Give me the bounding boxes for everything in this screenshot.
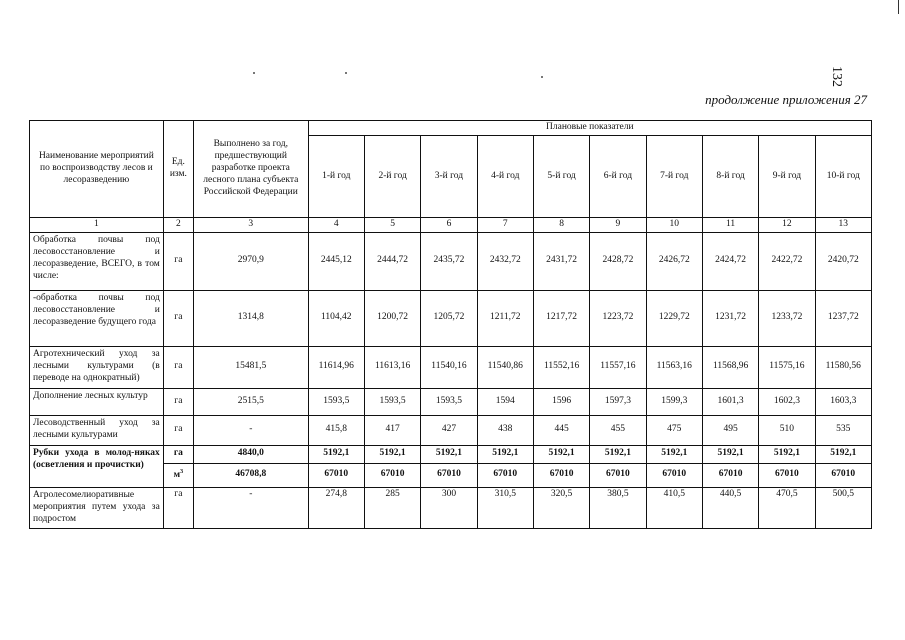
row-value: 417	[364, 415, 420, 445]
row-value: 1602,3	[759, 388, 815, 415]
table-row	[30, 445, 872, 463]
year-header: 1-й год	[308, 136, 364, 218]
row-value: 67010	[702, 463, 758, 487]
column-number: 7	[477, 218, 533, 233]
year-header: 10-й год	[815, 136, 871, 218]
row-value: 2426,72	[646, 232, 702, 290]
row-done: 1314,8	[193, 290, 308, 346]
row-value: 1200,72	[364, 290, 420, 346]
row-value: 475	[646, 415, 702, 445]
table-row	[30, 388, 872, 415]
row-value: 67010	[421, 463, 477, 487]
row-value: 440,5	[702, 487, 758, 528]
row-value: 11540,16	[421, 346, 477, 388]
row-unit: га	[163, 487, 193, 528]
row-value: 535	[815, 415, 871, 445]
row-value: 495	[702, 415, 758, 445]
row-value: 5192,1	[815, 445, 871, 463]
table-row	[30, 346, 872, 388]
row-value: 11563,16	[646, 346, 702, 388]
row-value: 1217,72	[533, 290, 589, 346]
row-value: 410,5	[646, 487, 702, 528]
row-name: Агролесомелиоративные мероприятия путем ухода за подростом	[30, 487, 164, 528]
row-value: 2444,72	[364, 232, 420, 290]
row-unit: га	[163, 232, 193, 290]
row-value: 67010	[759, 463, 815, 487]
column-number: 6	[421, 218, 477, 233]
row-value: 438	[477, 415, 533, 445]
row-value: 2428,72	[590, 232, 646, 290]
scan-dot	[345, 72, 347, 74]
header-name: Наименование мероприятий по воспроизводству лесов и лесоразведению	[30, 121, 164, 218]
column-number: 11	[702, 218, 758, 233]
row-value: 455	[590, 415, 646, 445]
row-value: 2445,12	[308, 232, 364, 290]
row-value: 2435,72	[421, 232, 477, 290]
row-unit: га	[163, 346, 193, 388]
row-value: 1601,3	[702, 388, 758, 415]
row-done: 2515,5	[193, 388, 308, 415]
row-value: 380,5	[590, 487, 646, 528]
row-value: 1596	[533, 388, 589, 415]
column-number: 10	[646, 218, 702, 233]
unit-base: м	[173, 470, 181, 481]
row-value: 5192,1	[533, 445, 589, 463]
row-value: 1599,3	[646, 388, 702, 415]
scan-dot	[253, 72, 255, 74]
row-value: 11557,16	[590, 346, 646, 388]
row-unit: га	[163, 290, 193, 346]
row-value: 1205,72	[421, 290, 477, 346]
row-value: 2432,72	[477, 232, 533, 290]
header-plan: Плановые показатели	[308, 121, 871, 136]
year-header: 9-й год	[759, 136, 815, 218]
row-done: 46708,8	[193, 463, 308, 487]
table-row	[30, 415, 872, 445]
row-value: 5192,1	[702, 445, 758, 463]
row-value: 1594	[477, 388, 533, 415]
row-value: 5192,1	[421, 445, 477, 463]
row-name: Рубки ухода в молод-няках (осветления и прочистки)	[30, 445, 164, 487]
row-done: -	[193, 415, 308, 445]
scan-dot	[541, 76, 543, 78]
row-name: -обработка почвы под лесовосстановление и лесоразведение будущего года	[30, 290, 164, 346]
row-value: 1593,5	[308, 388, 364, 415]
row-value: 11613,16	[364, 346, 420, 388]
row-value: 5192,1	[477, 445, 533, 463]
row-value: 1237,72	[815, 290, 871, 346]
row-value: 445	[533, 415, 589, 445]
row-value: 1593,5	[364, 388, 420, 415]
row-value: 67010	[364, 463, 420, 487]
row-value: 427	[421, 415, 477, 445]
row-value: 5192,1	[759, 445, 815, 463]
row-value: 11552,16	[533, 346, 589, 388]
row-value: 67010	[533, 463, 589, 487]
page-edge-mark	[898, 0, 899, 14]
row-value: 67010	[815, 463, 871, 487]
year-header: 5-й год	[533, 136, 589, 218]
column-number: 5	[364, 218, 420, 233]
row-value: 11580,56	[815, 346, 871, 388]
row-value: 1233,72	[759, 290, 815, 346]
row-done: 2970,9	[193, 232, 308, 290]
table-row	[30, 290, 872, 346]
header-done: Выполнено за год, предшествующий разработке проекта лесного плана субъекта Российской Федерации	[193, 121, 308, 218]
row-value: 67010	[646, 463, 702, 487]
row-value: 67010	[308, 463, 364, 487]
row-unit	[163, 463, 193, 487]
row-done: 4840,0	[193, 445, 308, 463]
year-header: 2-й год	[364, 136, 420, 218]
row-value: 500,5	[815, 487, 871, 528]
row-value: 300	[421, 487, 477, 528]
row-value: 415,8	[308, 415, 364, 445]
column-number: 2	[163, 218, 193, 233]
row-value: 5192,1	[646, 445, 702, 463]
column-number: 4	[308, 218, 364, 233]
row-value: 5192,1	[364, 445, 420, 463]
row-value: 1593,5	[421, 388, 477, 415]
table-row	[30, 232, 872, 290]
row-name: Агротехнический уход за лесными культурами (в переводе на однократный)	[30, 346, 164, 388]
row-value: 11568,96	[702, 346, 758, 388]
row-value: 1603,3	[815, 388, 871, 415]
year-header: 4-й год	[477, 136, 533, 218]
row-value: 11575,16	[759, 346, 815, 388]
table-row	[30, 487, 872, 528]
row-value: 470,5	[759, 487, 815, 528]
year-header: 3-й год	[421, 136, 477, 218]
row-value: 310,5	[477, 487, 533, 528]
row-value: 5192,1	[308, 445, 364, 463]
row-done: 15481,5	[193, 346, 308, 388]
row-value: 285	[364, 487, 420, 528]
row-value: 2422,72	[759, 232, 815, 290]
page-number: 132	[829, 66, 844, 87]
row-unit: га	[163, 388, 193, 415]
forest-plan-table	[29, 120, 872, 529]
row-value: 5192,1	[590, 445, 646, 463]
year-header: 8-й год	[702, 136, 758, 218]
row-value: 2424,72	[702, 232, 758, 290]
column-number: 3	[193, 218, 308, 233]
appendix-caption: продолжение приложения 27	[705, 92, 867, 107]
year-header: 7-й год	[646, 136, 702, 218]
row-value: 67010	[590, 463, 646, 487]
row-value: 1231,72	[702, 290, 758, 346]
row-name: Обработка почвы под лесовосстановление и лесоразведение, ВСЕГО, в том числе:	[30, 232, 164, 290]
row-value: 274,8	[308, 487, 364, 528]
row-value: 1223,72	[590, 290, 646, 346]
row-value: 1229,72	[646, 290, 702, 346]
row-value: 11614,96	[308, 346, 364, 388]
row-name: Дополнение лесных культур	[30, 388, 164, 415]
row-unit: га	[163, 415, 193, 445]
row-value: 11540,86	[477, 346, 533, 388]
row-value: 67010	[477, 463, 533, 487]
column-number: 12	[759, 218, 815, 233]
header-unit: Ед. изм.	[163, 121, 193, 218]
column-number: 1	[30, 218, 164, 233]
row-unit: га	[163, 445, 193, 463]
row-value: 2420,72	[815, 232, 871, 290]
row-value: 1597,3	[590, 388, 646, 415]
row-value: 2431,72	[533, 232, 589, 290]
row-value: 1211,72	[477, 290, 533, 346]
row-value: 1104,42	[308, 290, 364, 346]
row-value: 510	[759, 415, 815, 445]
unit-exponent: 3	[180, 468, 184, 475]
column-number: 9	[590, 218, 646, 233]
row-done: -	[193, 487, 308, 528]
row-name: Лесоводственный уход за лесными культурами	[30, 415, 164, 445]
column-number: 13	[815, 218, 871, 233]
row-value: 320,5	[533, 487, 589, 528]
year-header: 6-й год	[590, 136, 646, 218]
column-number: 8	[533, 218, 589, 233]
